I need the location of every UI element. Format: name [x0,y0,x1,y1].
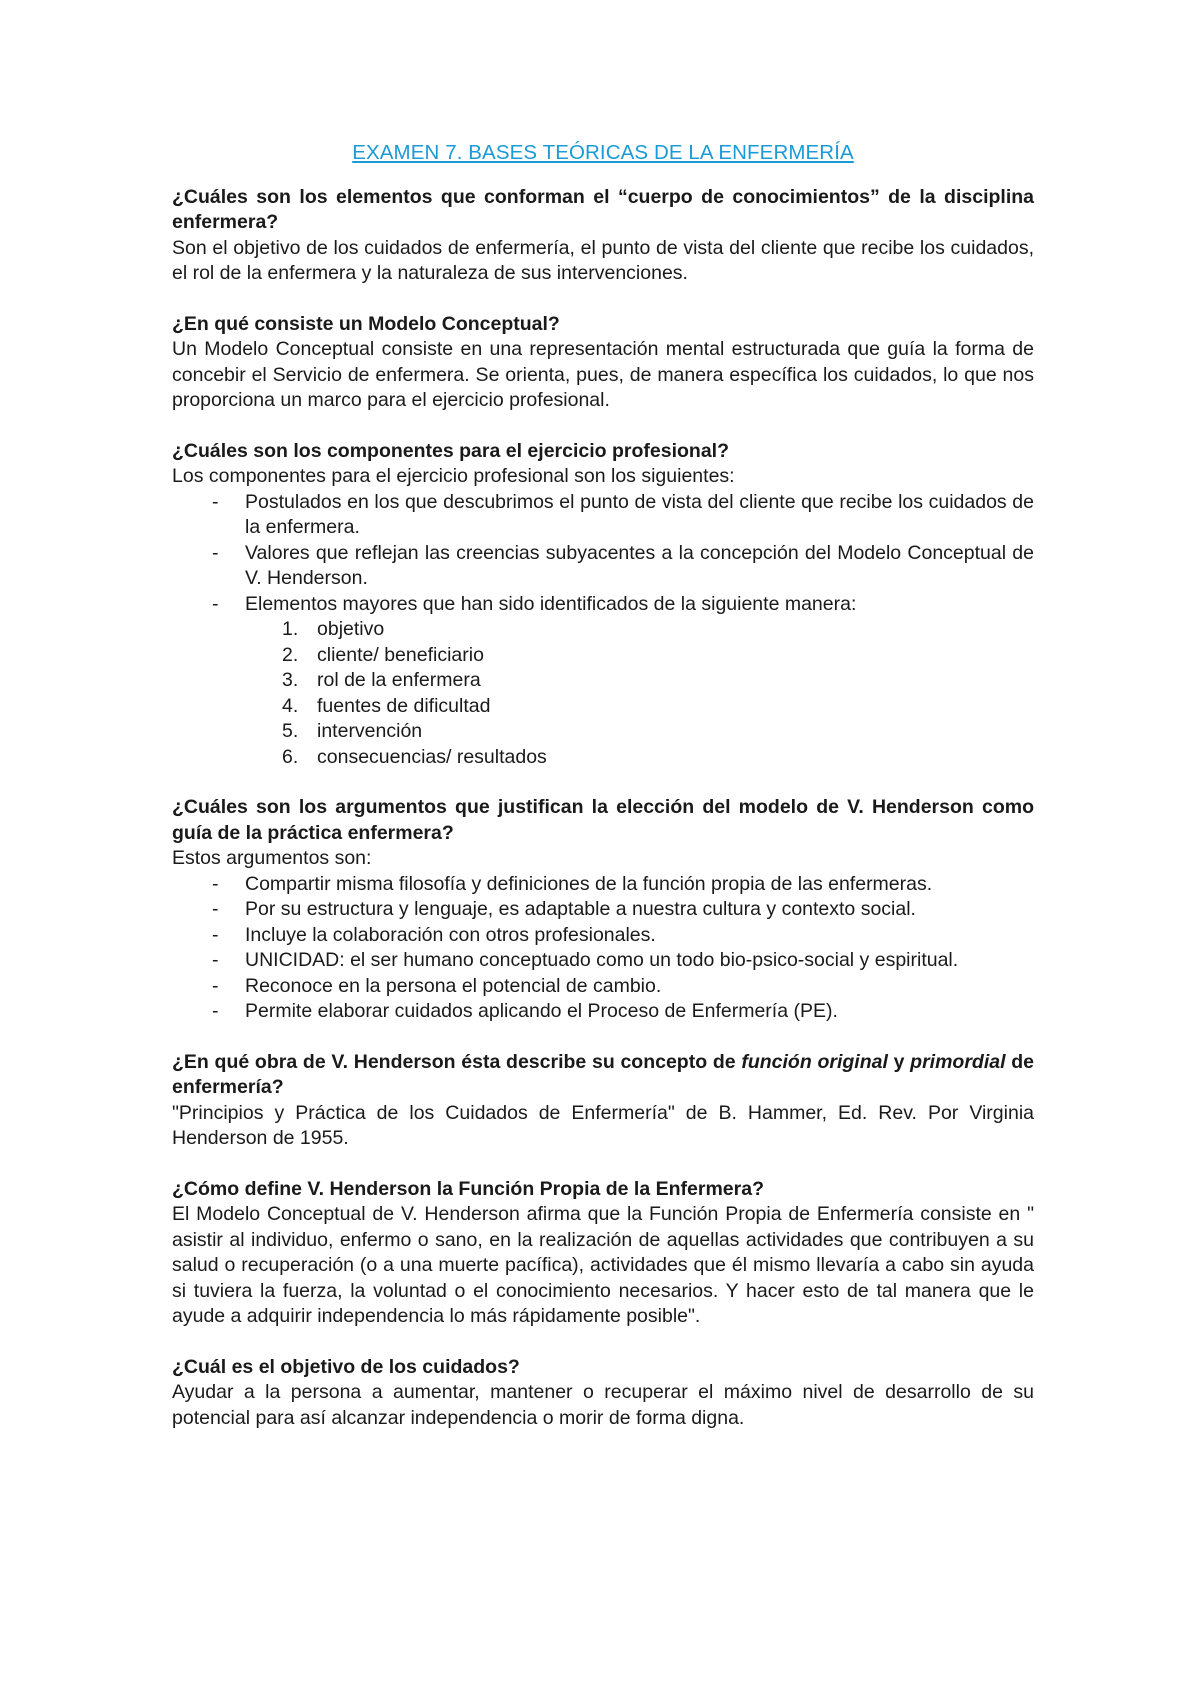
list-item [172,490,1034,541]
item-number: 2. [282,643,299,666]
dash-bullet: - [212,1000,219,1022]
dash-bullet: - [212,974,219,997]
answer-intro: Estos argumentos son: [172,847,372,869]
answer: Un Modelo Conceptual consiste en una representación mental estructurada que guía la forma de concebir el Servicio de enfermera. Se orienta, pues, de manera específica los cuidados, lo que nos proporciona un marco para el ejercicio profesional. [172,338,1034,411]
question: ¿Cuáles son los componentes para el ejercicio profesional? [172,439,729,462]
qa-section [172,439,1034,771]
dash-bullet: - [212,872,219,895]
document-title: EXAMEN 7. BASES TEÓRICAS DE LA ENFERMERÍA [352,141,854,164]
numbered-item [172,694,1034,720]
question: ¿Cómo define V. Henderson la Función Propia de la Enfermera? [172,1177,764,1200]
answer: Son el objetivo de los cuidados de enfermería, el punto de vista del cliente que recibe los cuidados, el rol de la enfermera y la naturaleza de sus intervenciones. [172,236,1034,284]
qa-section [172,1355,1034,1432]
document-page [172,140,1034,1456]
dash-bullet: - [212,898,219,920]
question [172,1050,1034,1101]
list-item-text: Compartir misma filosofía y definiciones de la función propia de las enfermeras. [245,872,933,895]
list-item-text: Por su estructura y lenguaje, es adaptable a nuestra cultura y contexto social. [245,898,916,920]
numbered-item [172,668,1034,694]
question: ¿Cuáles son los elementos que conforman el “cuerpo de conocimientos” de la disciplina enfermera? [172,185,1034,233]
numbered-item-text: intervención [317,720,423,742]
question-text: de enfermería? [172,1050,1034,1098]
numbered-item-text: cliente/ beneficiario [317,643,484,666]
dash-bullet: - [212,923,219,946]
dash-bullet: - [212,949,219,971]
list-item-text: Permite elaborar cuidados aplicando el Proceso de Enfermería (PE). [245,1000,838,1022]
list-item [172,872,1034,898]
numbered-item [172,745,1034,771]
qa-section [172,312,1034,414]
question-emphasis: función original [741,1050,888,1073]
question: ¿En qué consiste un Modelo Conceptual? [172,312,560,335]
list-item [172,974,1034,1000]
list-item [172,999,1034,1025]
dash-list [172,490,1034,771]
item-number: 3. [282,669,299,691]
question-text: y [887,1050,911,1073]
answer-intro: Los componentes para el ejercicio profesional son los siguientes: [172,465,735,487]
list-item-text: Elementos mayores que han sido identificados de la siguiente manera: [245,592,857,615]
qa-section [172,795,1034,1025]
dash-list [172,872,1034,1025]
dash-bullet: - [212,541,219,564]
answer: Ayudar a la persona a aumentar, mantener o recuperar el máximo nivel de desarrollo de su potencial para así alcanzar independencia o morir de forma digna. [172,1381,1034,1429]
list-item-text: UNICIDAD: el ser humano conceptuado como un todo bio-psico-social y espiritual. [245,949,959,971]
list-item [172,948,1034,974]
list-item-text: Incluye la colaboración con otros profesionales. [245,923,656,946]
numbered-item-text: fuentes de dificultad [317,694,491,717]
numbered-item-text: rol de la enfermera [317,669,481,691]
numbered-item-text: objetivo [317,618,385,640]
question-emphasis: primordial [910,1050,1006,1073]
item-number: 1. [282,618,299,640]
numbered-item [172,719,1034,745]
question: ¿Cuáles son los argumentos que justifican la elección del modelo de V. Henderson como guía de la práctica enfermera? [172,796,1034,844]
item-number: 6. [282,745,299,768]
item-number: 4. [282,694,299,717]
list-item [172,592,1034,771]
list-item [172,541,1034,592]
numbered-item [172,643,1034,669]
list-item-text: Reconoce en la persona el potencial de cambio. [245,974,662,997]
numbered-item-text: consecuencias/ resultados [317,745,547,768]
item-number: 5. [282,720,299,742]
list-item [172,897,1034,923]
list-item-text: Postulados en los que descubrimos el punto de vista del cliente que recibe los cuidados de la enfermera. [245,490,1034,538]
question-text: ¿En qué obra de V. Henderson ésta describe su concepto de [172,1050,742,1073]
numbered-list [172,617,1034,770]
dash-bullet: - [212,490,219,513]
question: ¿Cuál es el objetivo de los cuidados? [172,1355,520,1378]
answer: "Principios y Práctica de los Cuidados de Enfermería" de B. Hammer, Ed. Rev. Por Virginia Henderson de 1955. [172,1101,1034,1149]
qa-section [172,1050,1034,1152]
qa-section [172,1177,1034,1330]
answer: El Modelo Conceptual de V. Henderson afirma que la Función Propia de Enfermería consiste en " asistir al individuo, enfermo o sano, en la realización de aquellas actividades que contribuyen a su salud o recuperación (o a una muerte pacífica), actividades que él mismo llevaría a cabo sin ayuda si tuviera la fuerza, la voluntad o el conocimiento necesarios. Y hacer esto de tal manera que le ayude a adquirir independencia lo más rápidamente posible". [172,1203,1034,1327]
list-item-text: Valores que reflejan las creencias subyacentes a la concepción del Modelo Conceptual de V. Henderson. [245,541,1034,589]
numbered-item [172,617,1034,643]
dash-bullet: - [212,592,219,615]
qa-section [172,185,1034,287]
list-item [172,923,1034,949]
